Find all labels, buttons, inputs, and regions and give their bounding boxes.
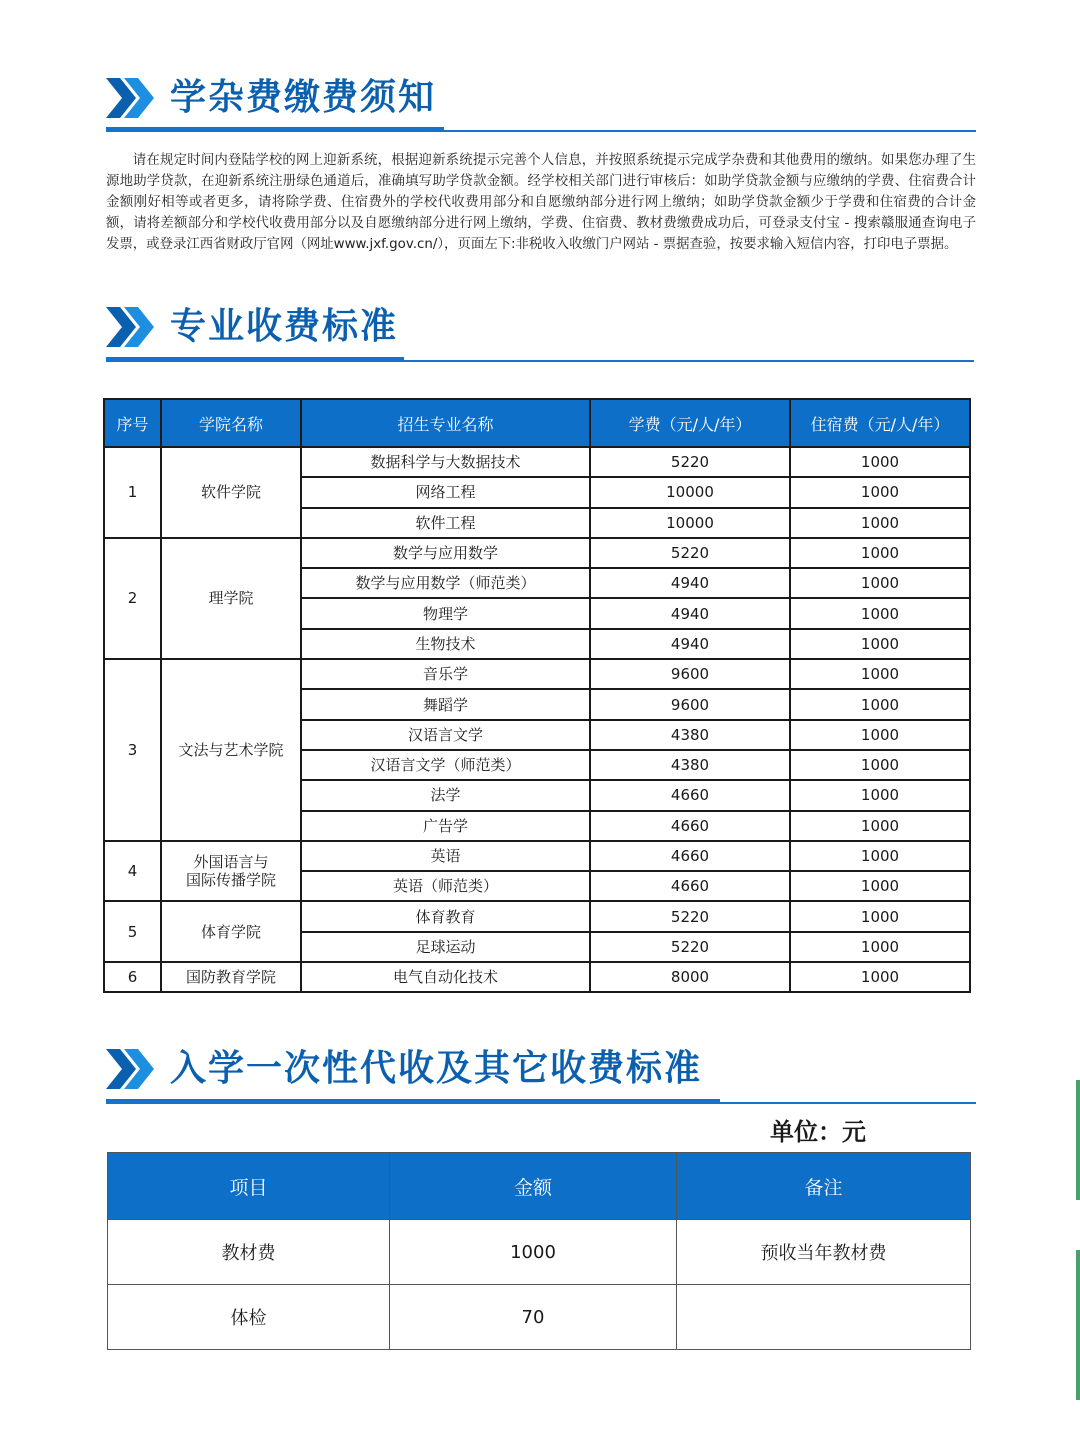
column-header: 金额: [390, 1153, 677, 1220]
major-fee-table: [103, 398, 971, 993]
table-row: [104, 962, 970, 992]
major-name-cell: 汉语言文学: [301, 720, 590, 750]
column-header: 项目: [108, 1153, 390, 1220]
major-name-cell: 数学与应用数学（师范类）: [301, 568, 590, 598]
unit-label: 单位：元: [770, 1118, 866, 1146]
dorm-fee-cell: 1000: [790, 568, 970, 598]
double-chevron-icon: [106, 76, 162, 120]
college-name-cell: 外国语言与 国际传播学院: [161, 841, 301, 902]
dorm-fee-cell: 1000: [790, 689, 970, 719]
column-header: 备注: [677, 1153, 971, 1220]
tuition-cell: 4660: [590, 780, 790, 810]
college-name-cell: 体育学院: [161, 901, 301, 962]
tuition-cell: 5220: [590, 538, 790, 568]
column-header: 招生专业名称: [301, 399, 590, 447]
table-row: [104, 841, 970, 871]
row-number-cell: 3: [104, 659, 161, 841]
tuition-cell: 5220: [590, 932, 790, 962]
tuition-cell: 4940: [590, 568, 790, 598]
table-header-row: [104, 399, 970, 447]
column-header: 学院名称: [161, 399, 301, 447]
double-chevron-icon: [106, 305, 162, 349]
major-name-cell: 数学与应用数学: [301, 538, 590, 568]
table-row: [104, 447, 970, 477]
college-name-cell: 软件学院: [161, 447, 301, 538]
dorm-fee-cell: 1000: [790, 901, 970, 931]
section-divider: [106, 130, 976, 132]
tuition-cell: 4940: [590, 629, 790, 659]
remark-cell: [677, 1285, 971, 1350]
tuition-cell: 4660: [590, 811, 790, 841]
major-name-cell: 软件工程: [301, 508, 590, 538]
major-name-cell: 生物技术: [301, 629, 590, 659]
page-edge-decoration: [1076, 1080, 1080, 1200]
other-fee-table: [107, 1152, 971, 1350]
college-name-cell: 文法与艺术学院: [161, 659, 301, 841]
dorm-fee-cell: 1000: [790, 871, 970, 901]
major-name-cell: 足球运动: [301, 932, 590, 962]
tuition-cell: 10000: [590, 477, 790, 507]
column-header: 住宿费（元/人/年）: [790, 399, 970, 447]
dorm-fee-cell: 1000: [790, 598, 970, 628]
table-row: [104, 538, 970, 568]
column-header: 学费（元/人/年）: [590, 399, 790, 447]
major-name-cell: 电气自动化技术: [301, 962, 590, 992]
remark-cell: 预收当年教材费: [677, 1220, 971, 1285]
major-name-cell: 舞蹈学: [301, 689, 590, 719]
section-title: 专业收费标准: [170, 306, 399, 347]
major-fee-table-body: [104, 447, 970, 992]
major-name-cell: 法学: [301, 780, 590, 810]
college-name-cell: 理学院: [161, 538, 301, 659]
table-row: [108, 1220, 971, 1285]
tuition-cell: 8000: [590, 962, 790, 992]
amount-cell: 1000: [390, 1220, 677, 1285]
major-name-cell: 英语: [301, 841, 590, 871]
page-edge-decoration: [1076, 1250, 1080, 1400]
dorm-fee-cell: 1000: [790, 932, 970, 962]
dorm-fee-cell: 1000: [790, 811, 970, 841]
double-chevron-icon: [106, 1047, 162, 1091]
dorm-fee-cell: 1000: [790, 841, 970, 871]
dorm-fee-cell: 1000: [790, 447, 970, 477]
section-divider: [106, 360, 974, 362]
major-name-cell: 音乐学: [301, 659, 590, 689]
major-name-cell: 数据科学与大数据技术: [301, 447, 590, 477]
tuition-cell: 9600: [590, 689, 790, 719]
row-number-cell: 1: [104, 447, 161, 538]
table-row: [104, 901, 970, 931]
dorm-fee-cell: 1000: [790, 720, 970, 750]
payment-instructions: 请在规定时间内登陆学校的网上迎新系统，根据迎新系统提示完善个人信息，并按照系统提示完成学杂费和其他费用的缴纳。如果您办理了生源地助学贷款，在迎新系统注册绿色通道后，准确填写助学贷款金额。经学校相关部门进行审核后：如助学贷款金额与应缴纳的学费、住宿费合计金额刚好相等或者更多，请将除学费、住宿费外的学校代收费用部分和自愿缴纳部分进行网上缴纳；如助学贷款金额少于学费和住宿费的合计金额，请将差额部分和学校代收费用部分以及自愿缴纳部分进行网上缴纳，学费、住宿费、教材费缴费成功后，可登录支付宝 - 搜索赣服通查询电子发票，或登录江西省财政厅官网（网址www.jxf.gov.cn/），页面左下:非税收入收缴门户网站 - 票据查验，按要求输入短信内容，打印电子票据。: [106, 153, 976, 252]
item-cell: 体检: [108, 1285, 390, 1350]
dorm-fee-cell: 1000: [790, 508, 970, 538]
column-header: 序号: [104, 399, 161, 447]
section-title: 学杂费缴费须知: [170, 77, 437, 118]
row-number-cell: 6: [104, 962, 161, 992]
item-cell: 教材费: [108, 1220, 390, 1285]
tuition-cell: 4660: [590, 871, 790, 901]
dorm-fee-cell: 1000: [790, 477, 970, 507]
major-name-cell: 物理学: [301, 598, 590, 628]
table-row: [108, 1285, 971, 1350]
dorm-fee-cell: 1000: [790, 962, 970, 992]
dorm-fee-cell: 1000: [790, 780, 970, 810]
row-number-cell: 2: [104, 538, 161, 659]
dorm-fee-cell: 1000: [790, 538, 970, 568]
row-number-cell: 4: [104, 841, 161, 902]
major-name-cell: 网络工程: [301, 477, 590, 507]
dorm-fee-cell: 1000: [790, 659, 970, 689]
tuition-cell: 10000: [590, 508, 790, 538]
table-row: [104, 659, 970, 689]
table-header-row: [108, 1153, 971, 1220]
tuition-cell: 5220: [590, 447, 790, 477]
major-name-cell: 汉语言文学（师范类）: [301, 750, 590, 780]
section-title: 入学一次性代收及其它收费标准: [170, 1048, 703, 1089]
section-divider: [106, 1102, 976, 1104]
tuition-cell: 4380: [590, 750, 790, 780]
college-name-cell: 国防教育学院: [161, 962, 301, 992]
dorm-fee-cell: 1000: [790, 629, 970, 659]
tuition-cell: 4940: [590, 598, 790, 628]
major-name-cell: 体育教育: [301, 901, 590, 931]
major-name-cell: 英语（师范类）: [301, 871, 590, 901]
row-number-cell: 5: [104, 901, 161, 962]
dorm-fee-cell: 1000: [790, 750, 970, 780]
amount-cell: 70: [390, 1285, 677, 1350]
tuition-cell: 4380: [590, 720, 790, 750]
tuition-cell: 5220: [590, 901, 790, 931]
tuition-cell: 9600: [590, 659, 790, 689]
tuition-cell: 4660: [590, 841, 790, 871]
major-name-cell: 广告学: [301, 811, 590, 841]
